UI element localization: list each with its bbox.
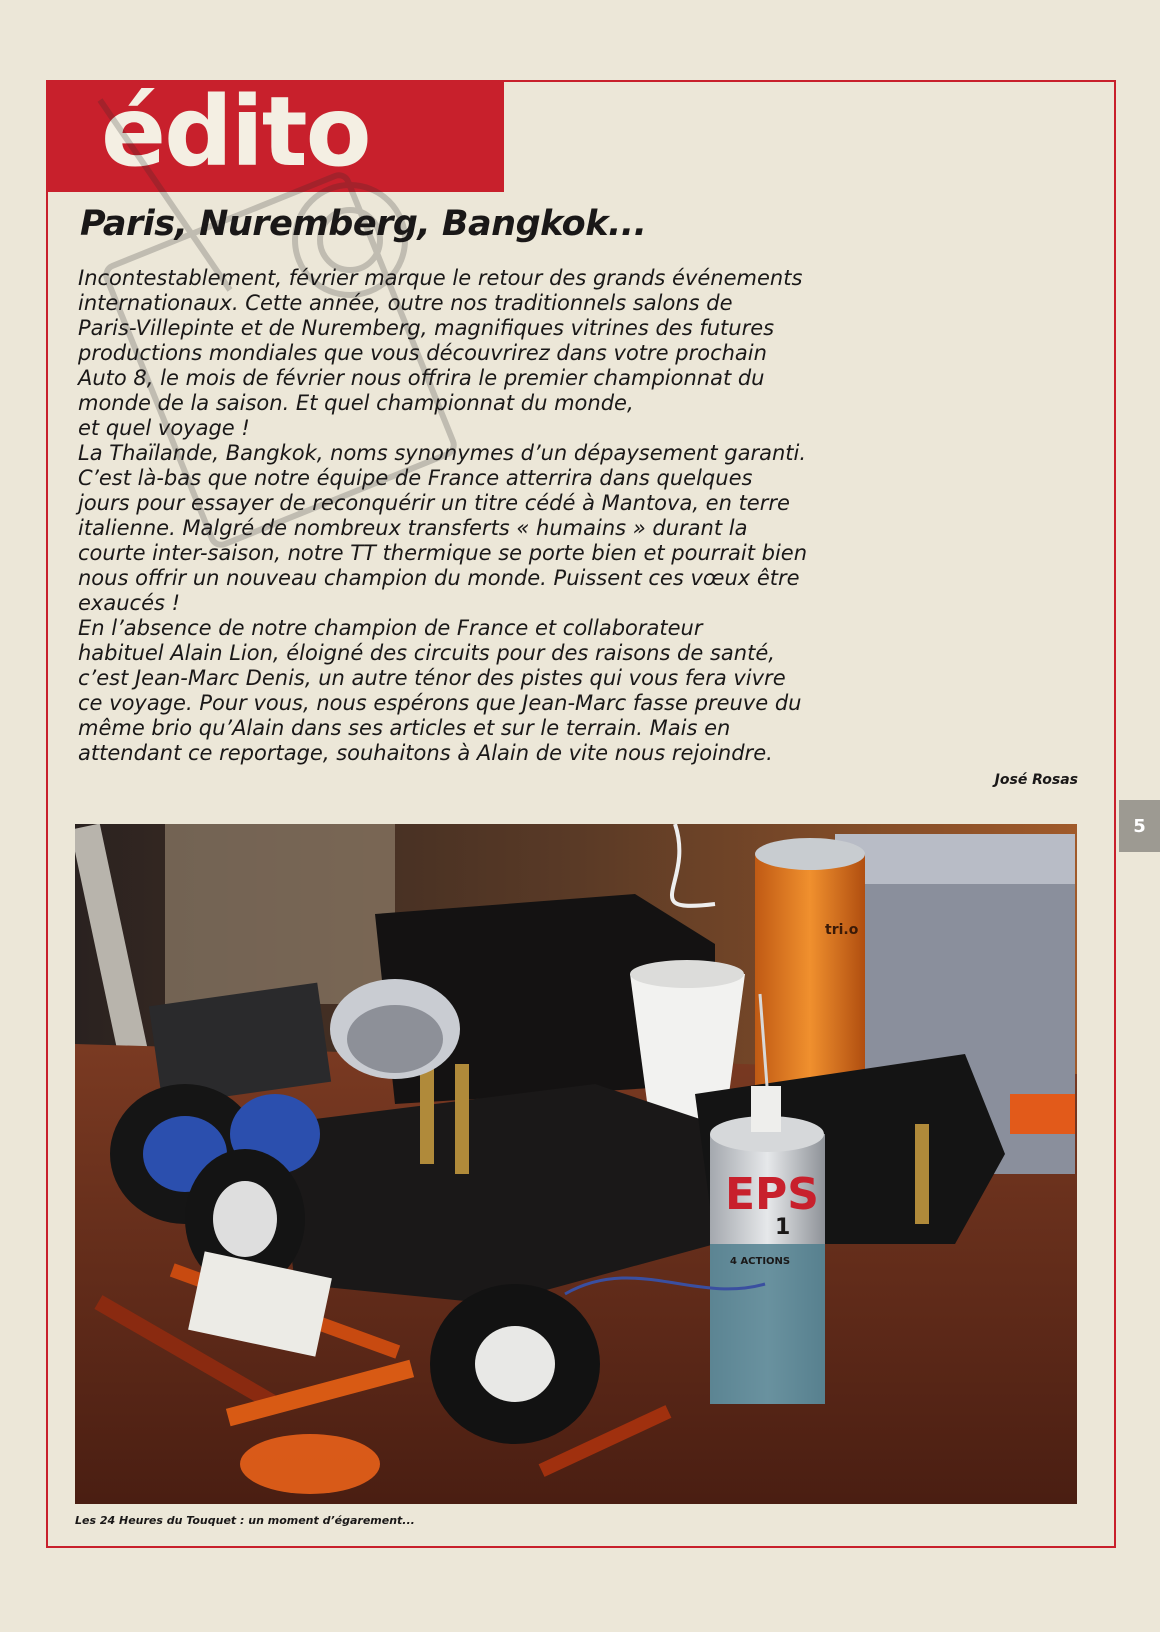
grey-box-top	[835, 834, 1075, 884]
article-photo	[75, 824, 1077, 1504]
body-line: habituel Alain Lion, éloigné des circuits pour des raisons de santé,	[78, 641, 775, 665]
article-headline: Paris, Nuremberg, Bangkok...	[80, 204, 647, 244]
body-line: attendant ce reportage, souhaitons à Alain de vite nous rejoindre.	[78, 741, 773, 765]
body-line: La Thaïlande, Bangkok, noms synonymes d’un dépaysement garanti.	[78, 441, 807, 465]
body-line: monde de la saison. Et quel championnat du monde,	[78, 391, 634, 415]
body-line: jours pour essayer de reconquérir un titre cédé à Mantova, en terre	[78, 491, 790, 515]
body-line: nous offrir un nouveau champion du monde. Puissent ces vœux être	[78, 566, 800, 590]
warning-label	[1010, 1094, 1075, 1134]
body-line: Paris-Villepinte et de Nuremberg, magnifiques vitrines des futures	[78, 316, 775, 340]
eps-can-subtext: 4 ACTIONS	[730, 1256, 791, 1267]
body-line: C’est là-bas que notre équipe de France atterrira dans quelques	[78, 466, 753, 490]
article-author: José Rosas	[994, 772, 1078, 788]
body-line: italienne. Malgré de nombreux transferts « humains » durant la	[78, 516, 748, 540]
body-line: internationaux. Cette année, outre nos traditionnels salons de	[78, 291, 733, 315]
workbench-photo-illustration	[75, 824, 1077, 1504]
body-line: Incontestablement, février marque le retour des grands événements	[78, 266, 803, 290]
body-line: ce voyage. Pour vous, nous espérons que Jean-Marc fasse preuve du	[78, 691, 802, 715]
orange-can-top	[755, 838, 865, 870]
background-cloth	[165, 824, 395, 1004]
body-line: et quel voyage !	[78, 416, 250, 440]
photo-caption: Les 24 Heures du Touquet : un moment d’égarement...	[75, 1514, 415, 1527]
body-line: productions mondiales que vous découvrirez dans votre prochain	[78, 341, 767, 365]
body-line: même brio qu’Alain dans ses articles et sur le terrain. Mais en	[78, 716, 731, 740]
eps-can-label: EPS	[725, 1169, 819, 1220]
body-line: exaucés !	[78, 591, 181, 615]
eps-can-number: 1	[775, 1215, 791, 1240]
section-banner	[46, 76, 504, 192]
body-line: courte inter-saison, notre TT thermique se porte bien et pourrait bien	[78, 541, 808, 565]
orange-can-label: tri.o	[825, 922, 859, 938]
body-line: c’est Jean-Marc Denis, un autre ténor des pistes qui vous fera vivre	[78, 666, 786, 690]
body-line: En l’absence de notre champion de France et collaborateur	[78, 616, 703, 640]
page-number: 5	[1133, 815, 1146, 837]
section-label: édito	[101, 76, 370, 188]
cup-rim	[630, 960, 744, 988]
page-number-tab	[1119, 800, 1160, 852]
article-body	[78, 266, 1088, 766]
body-line: Auto 8, le mois de février nous offrira le premier championnat du	[78, 366, 765, 390]
